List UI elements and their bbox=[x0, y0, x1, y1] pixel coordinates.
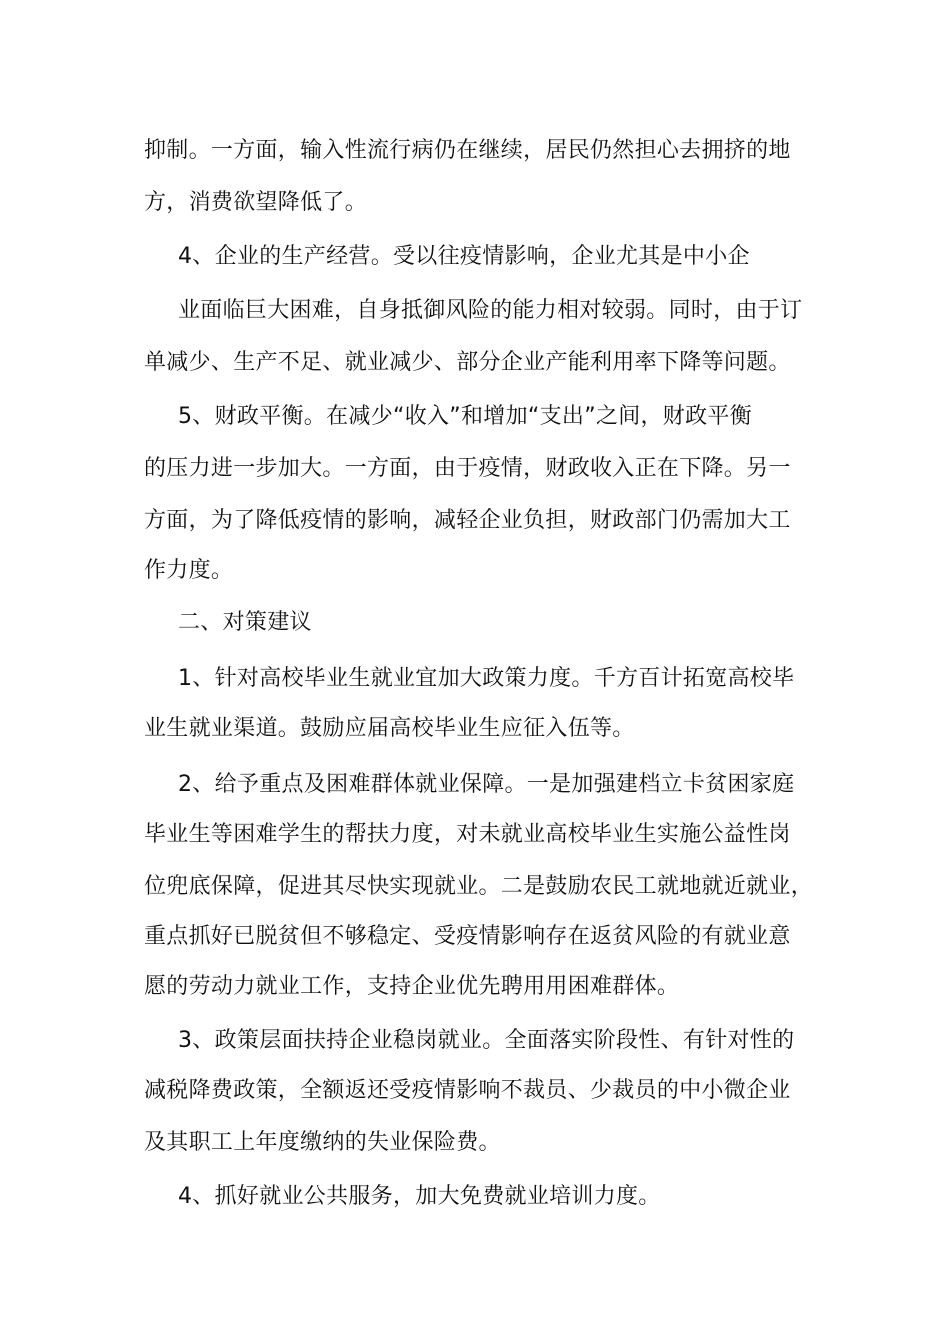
section-heading: 二、对策建议 bbox=[178, 610, 312, 635]
text-line: 作力度。 bbox=[144, 558, 234, 583]
text-line: 3、政策层面扶持企业稳岗就业。全面落实阶段性、有针对性的 bbox=[178, 1028, 795, 1053]
text-line: 业生就业渠道。鼓励应届高校毕业生应征入伍等。 bbox=[144, 716, 635, 741]
text-line: 及其职工上年度缴纳的失业保险费。 bbox=[144, 1130, 501, 1155]
text-line: 方面，为了降低疫情的影响，减轻企业负担，财政部门仍需加大工 bbox=[144, 508, 791, 533]
text-line: 业面临巨大困难，自身抵御风险的能力相对较弱。同时，由于订 bbox=[178, 298, 803, 323]
text-line: 减税降费政策，全额返还受疫情影响不裁员、少裁员的中小微企业 bbox=[144, 1078, 791, 1103]
text-line: 4、企业的生产经营。受以往疫情影响，企业尤其是中小企 bbox=[178, 244, 750, 269]
text-line: 毕业生等困难学生的帮扶力度，对未就业高校毕业生实施公益性岗 bbox=[144, 822, 791, 847]
text-line: 4、抓好就业公共服务，加大免费就业培训力度。 bbox=[178, 1184, 661, 1209]
text-line: 方，消费欲望降低了。 bbox=[144, 190, 368, 215]
text-line: 5、财政平衡。在减少“收入”和增加“支出”之间，财政平衡 bbox=[178, 404, 752, 429]
text-line: 2、给予重点及困难群体就业保障。一是加强建档立卡贫困家庭 bbox=[178, 772, 795, 797]
text-line: 抑制。一方面，输入性流行病仍在继续，居民仍然担心去拥挤的地 bbox=[144, 138, 791, 163]
text-line: 重点抓好已脱贫但不够稳定、受疫情影响存在返贫风险的有就业意 bbox=[144, 924, 791, 949]
text-line: 的压力进一步加大。一方面，由于疫情，财政收入正在下降。另一 bbox=[144, 456, 791, 481]
text-line: 1、针对高校毕业生就业宜加大政策力度。千方百计拓宽高校毕 bbox=[178, 666, 795, 691]
text-line: 愿的劳动力就业工作，支持企业优先聘用用困难群体。 bbox=[144, 974, 680, 999]
text-line: 单减少、生产不足、就业减少、部分企业产能利用率下降等问题。 bbox=[144, 350, 791, 375]
text-line: 位兜底保障，促进其尽快实现就业。二是鼓励农民工就地就近就业， bbox=[144, 874, 814, 899]
